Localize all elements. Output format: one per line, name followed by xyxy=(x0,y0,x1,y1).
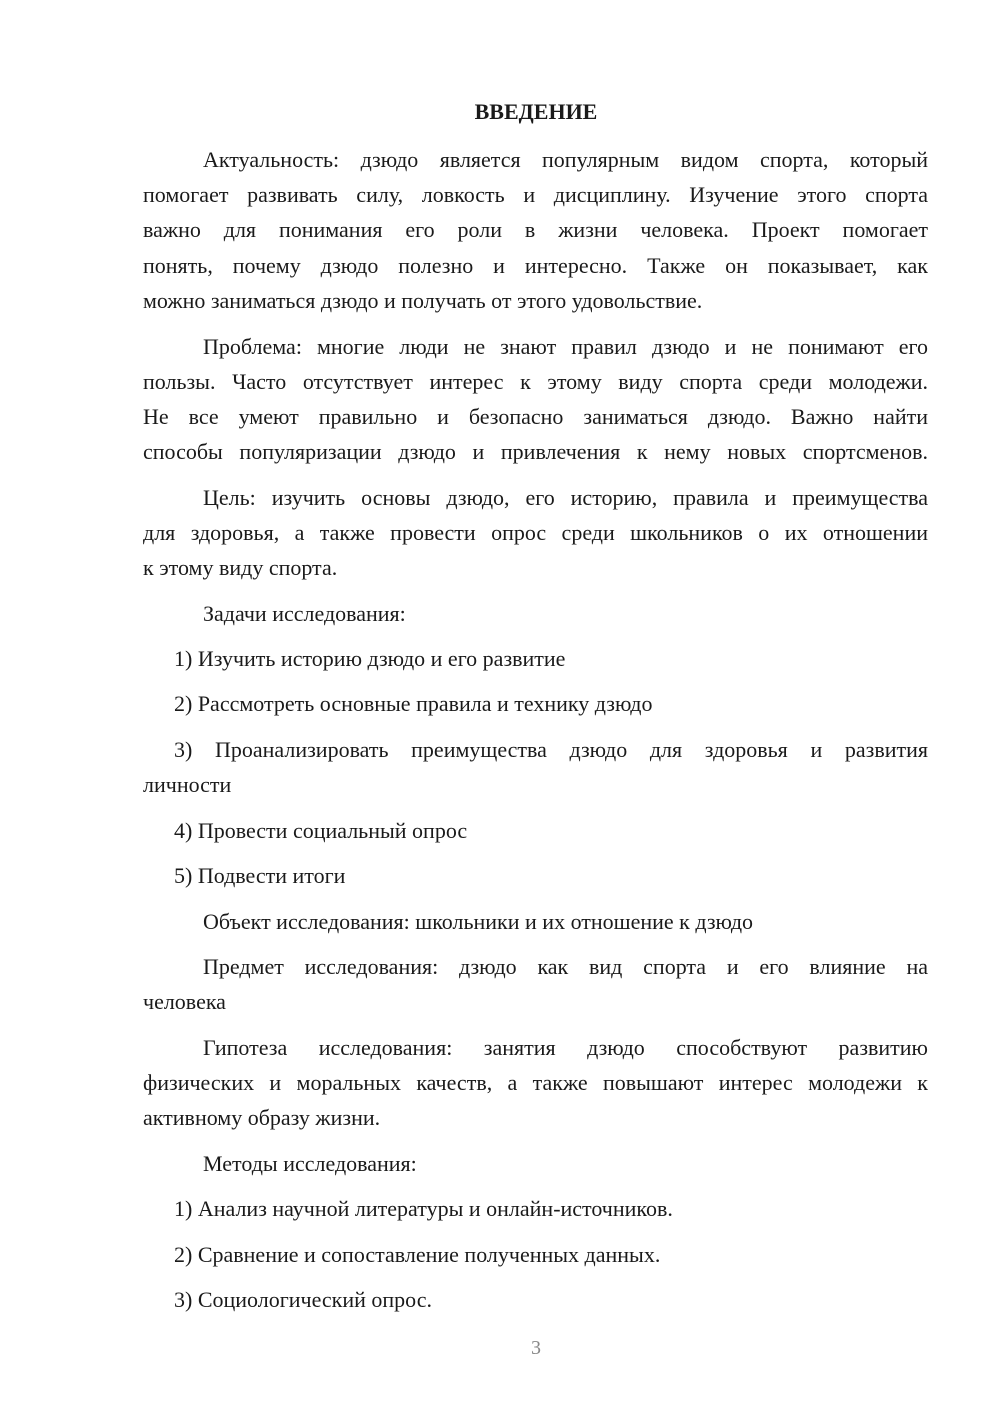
text-line: к этому виду спорта. xyxy=(143,555,338,580)
text-line: физических и моральных качеств, а также повышают интерес молодежи к xyxy=(143,1070,928,1095)
page-title: ВВЕДЕНИЕ xyxy=(474,99,598,124)
list-item: 1) Изучить историю дзюдо и его развитие xyxy=(174,646,566,671)
text-line: Проблема: многие люди не знают правил дзюдо и не понимают его xyxy=(203,334,928,359)
list-item: 3) Проанализировать преимущества дзюдо для здоровья и развития xyxy=(174,737,928,762)
text-line: активному образу жизни. xyxy=(143,1105,381,1130)
methods-heading: Методы исследования: xyxy=(203,1151,417,1176)
list-item: 2) Сравнение и сопоставление полученных данных. xyxy=(174,1242,661,1267)
text-line: для здоровья, а также провести опрос среди школьников о их отношении xyxy=(143,520,928,545)
text-line: способы популяризации дзюдо и привлечения к нему новых спортсменов. xyxy=(143,439,928,464)
text-line: важно для понимания его роли в жизни человека. Проект помогает xyxy=(143,217,928,242)
text-line: Не все умеют правильно и безопасно заниматься дзюдо. Важно найти xyxy=(143,404,928,429)
text-line: можно заниматься дзюдо и получать от этого удовольствие. xyxy=(143,288,703,313)
list-item: 3) Социологический опрос. xyxy=(174,1287,432,1312)
text-line: Предмет исследования: дзюдо как вид спорта и его влияние на xyxy=(203,954,928,979)
list-item-continuation: личности xyxy=(143,772,232,797)
text-line: помогает развивать силу, ловкость и дисциплину. Изучение этого спорта xyxy=(143,182,928,207)
text-line: человека xyxy=(143,989,226,1014)
object-paragraph: Объект исследования: школьники и их отношение к дзюдо xyxy=(203,909,754,934)
list-item: 5) Подвести итоги xyxy=(174,863,346,888)
page-number: 3 xyxy=(531,1337,541,1359)
tasks-heading: Задачи исследования: xyxy=(203,601,406,626)
text-line: пользы. Часто отсутствует интерес к этому виду спорта среди молодежи. xyxy=(143,369,928,394)
text-line: Гипотеза исследования: занятия дзюдо способствуют развитию xyxy=(203,1035,928,1060)
list-item: 2) Рассмотреть основные правила и технику дзюдо xyxy=(174,691,653,716)
list-item: 1) Анализ научной литературы и онлайн-источников. xyxy=(174,1196,673,1221)
text-line: понять, почему дзюдо полезно и интересно. Также он показывает, как xyxy=(143,253,928,278)
text-line: Актуальность: дзюдо является популярным видом спорта, который xyxy=(203,147,928,172)
text-line: Цель: изучить основы дзюдо, его историю, правила и преимущества xyxy=(203,485,928,510)
list-item: 4) Провести социальный опрос xyxy=(174,818,468,843)
